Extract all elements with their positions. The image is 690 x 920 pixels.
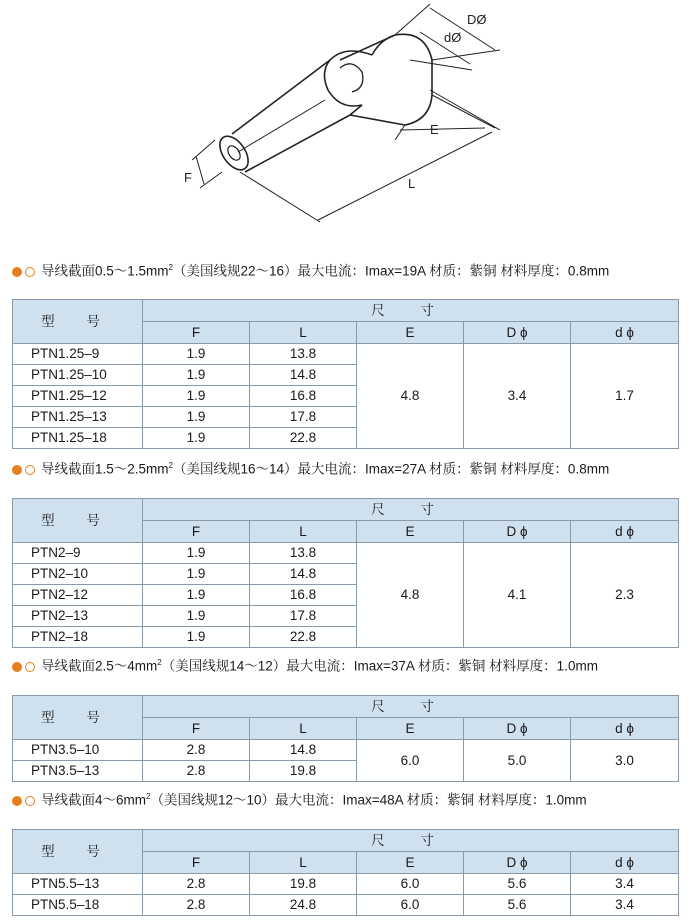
size-header: 尺 寸: [143, 696, 679, 718]
col-header: d ϕ: [571, 322, 679, 344]
l-cell: 16.8: [250, 585, 357, 606]
drawing-label-D: DØ: [467, 12, 487, 27]
bullet-filled-icon: [12, 465, 22, 475]
f-cell: 2.8: [143, 895, 250, 916]
l-cell: 13.8: [250, 543, 357, 564]
col-header: E: [357, 718, 464, 740]
e-cell: 4.8: [357, 543, 464, 648]
f-cell: 1.9: [143, 543, 250, 564]
d-cell: 3.4: [571, 874, 679, 895]
model-cell: PTN3.5–10: [13, 740, 143, 761]
f-cell: 1.9: [143, 386, 250, 407]
bullet-ring-icon: [25, 662, 35, 672]
f-cell: 1.9: [143, 344, 250, 365]
f-cell: 1.9: [143, 564, 250, 585]
col-header: L: [250, 322, 357, 344]
col-header: L: [250, 521, 357, 543]
table-row: [13, 874, 679, 895]
drawing-label-F: F: [184, 170, 192, 185]
model-header: 型 号: [13, 830, 143, 874]
model-header: 型 号: [13, 696, 143, 740]
l-cell: 19.8: [250, 874, 357, 895]
model-cell: PTN1.25–10: [13, 365, 143, 386]
e-cell: 6.0: [357, 740, 464, 782]
bullet-ring-icon: [25, 465, 35, 475]
l-cell: 14.8: [250, 740, 357, 761]
bullet-filled-icon: [12, 267, 22, 277]
e-cell: 4.8: [357, 344, 464, 449]
model-cell: PTN5.5–18: [13, 895, 143, 916]
col-header: d ϕ: [571, 718, 679, 740]
model-cell: PTN2–13: [13, 606, 143, 627]
f-cell: 1.9: [143, 606, 250, 627]
d-cell: 3.0: [571, 740, 679, 782]
table-row: [13, 895, 679, 916]
size-header: 尺 寸: [143, 830, 679, 852]
dd-cell: 3.4: [464, 344, 571, 449]
spec-table: [12, 829, 679, 916]
model-cell: PTN2–18: [13, 627, 143, 648]
model-cell: PTN3.5–13: [13, 761, 143, 782]
model-cell: PTN5.5–13: [13, 874, 143, 895]
l-cell: 17.8: [250, 606, 357, 627]
col-header: L: [250, 852, 357, 874]
col-header: D ϕ: [464, 718, 571, 740]
e-cell: 6.0: [357, 874, 464, 895]
model-cell: PTN1.25–13: [13, 407, 143, 428]
col-header: L: [250, 718, 357, 740]
col-header: F: [143, 852, 250, 874]
model-header: 型 号: [13, 300, 143, 344]
spec-table: [12, 299, 679, 449]
col-header: D ϕ: [464, 852, 571, 874]
l-cell: 14.8: [250, 365, 357, 386]
col-header: D ϕ: [464, 521, 571, 543]
bullet-ring-icon: [25, 267, 35, 277]
col-header: E: [357, 521, 464, 543]
table-row: [13, 740, 679, 761]
d-cell: 1.7: [571, 344, 679, 449]
size-header: 尺 寸: [143, 499, 679, 521]
terminal-drawing: [0, 0, 690, 245]
col-header: d ϕ: [571, 852, 679, 874]
dd-cell: 5.0: [464, 740, 571, 782]
model-cell: PTN1.25–12: [13, 386, 143, 407]
drawing-label-E: E: [430, 122, 439, 137]
bullet-filled-icon: [12, 662, 22, 672]
d-cell: 2.3: [571, 543, 679, 648]
size-header: 尺 寸: [143, 300, 679, 322]
f-cell: 2.8: [143, 761, 250, 782]
f-cell: 1.9: [143, 365, 250, 386]
l-cell: 24.8: [250, 895, 357, 916]
l-cell: 19.8: [250, 761, 357, 782]
drawing-label-L: L: [408, 176, 416, 191]
l-cell: 22.8: [250, 627, 357, 648]
bullet-ring-icon: [25, 796, 35, 806]
e-cell: 6.0: [357, 895, 464, 916]
l-cell: 13.8: [250, 344, 357, 365]
f-cell: 1.9: [143, 428, 250, 449]
spec-table: [12, 695, 679, 782]
l-cell: 17.8: [250, 407, 357, 428]
model-cell: PTN2–12: [13, 585, 143, 606]
col-header: D ϕ: [464, 322, 571, 344]
drawing-label-d: dØ: [444, 30, 462, 45]
col-header: E: [357, 852, 464, 874]
dd-cell: 5.6: [464, 874, 571, 895]
f-cell: 1.9: [143, 407, 250, 428]
col-header: d ϕ: [571, 521, 679, 543]
f-cell: 2.8: [143, 874, 250, 895]
spec-line: 导线截面$1.5\sim 2.5mm^2$（美国线规16～14）最大电流：Imax=27A 材质：紫铜 材料厚度：0.8mm: [12, 456, 682, 476]
model-cell: PTN1.25–9: [13, 344, 143, 365]
table-row: [13, 344, 679, 365]
f-cell: 1.9: [143, 627, 250, 648]
model-cell: PTN2–10: [13, 564, 143, 585]
col-header: F: [143, 521, 250, 543]
model-cell: PTN1.25–18: [13, 428, 143, 449]
spec-line: 导线截面$4\sim 6mm^2$（美国线规12～10）最大电流：Imax=48A 材质：紫铜 材料厚度：1.0mm: [12, 787, 682, 807]
d-cell: 3.4: [571, 895, 679, 916]
spec-table: [12, 498, 679, 648]
l-cell: 14.8: [250, 564, 357, 585]
dd-cell: 4.1: [464, 543, 571, 648]
spec-line: 导线截面$2.5\sim 4mm^2$（美国线规14～12）最大电流：Imax=37A 材质：紫铜 材料厚度：1.0mm: [12, 653, 682, 673]
l-cell: 16.8: [250, 386, 357, 407]
spec-line: 导线截面$0.5\sim 1.5mm^2$（美国线规22～16）最大电流：Imax=19A 材质：紫铜 材料厚度：0.8mm: [12, 258, 682, 278]
table-row: [13, 543, 679, 564]
dd-cell: 5.6: [464, 895, 571, 916]
bullet-filled-icon: [12, 796, 22, 806]
model-cell: PTN2–9: [13, 543, 143, 564]
col-header: F: [143, 322, 250, 344]
col-header: E: [357, 322, 464, 344]
l-cell: 22.8: [250, 428, 357, 449]
model-header: 型 号: [13, 499, 143, 543]
col-header: F: [143, 718, 250, 740]
f-cell: 2.8: [143, 740, 250, 761]
f-cell: 1.9: [143, 585, 250, 606]
